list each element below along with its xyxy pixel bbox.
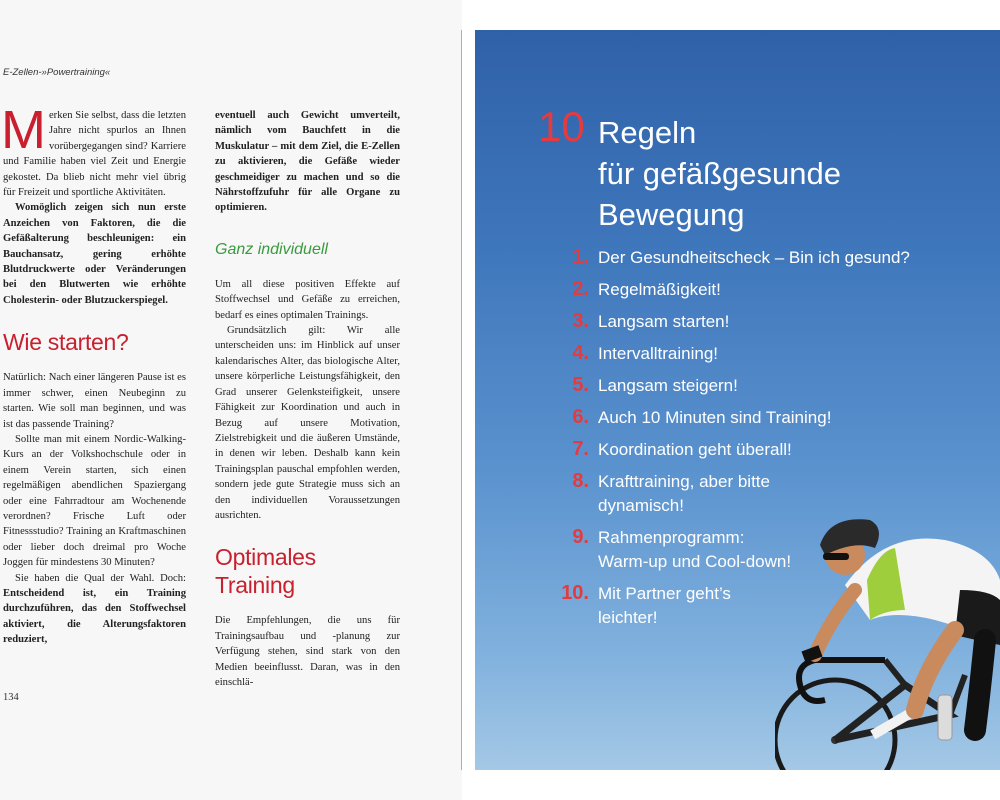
rule-text [598, 374, 935, 398]
text-column-1 [1, 100, 186, 648]
rule-line: Koordination geht überall! [598, 440, 792, 459]
paragraph-text: Sie haben die Qual der Wahl. Doch: [15, 572, 186, 584]
left-page [0, 0, 462, 800]
page-number: 134 [3, 692, 19, 703]
rule-line: Warm-up und Cool-down! [598, 552, 792, 571]
rule-item [535, 526, 935, 574]
rule-number: 7. [572, 438, 589, 460]
page-divider [461, 30, 462, 770]
intro-paragraph [1, 100, 186, 200]
rule-number: 3. [572, 310, 589, 332]
rule-text [598, 526, 935, 574]
title-line: für gefäßgesunde [598, 156, 842, 191]
rule-item [535, 406, 935, 430]
rule-item [535, 470, 935, 518]
rule-text [598, 470, 935, 518]
rule-number: 9. [572, 526, 589, 548]
rules-list [535, 246, 935, 638]
rule-item [535, 342, 935, 366]
rule-line: Regelmäßigkeit! [598, 280, 721, 299]
rule-line: Langsam steigern! [598, 376, 738, 395]
paragraph: Die Empfehlungen, die uns für Trainingsaufbau und -planung zur Verfügung stehen, sind stark von den Medien beeinflusst. Daran, was in den einschlä- [215, 615, 400, 688]
rule-line: Langsam starten! [598, 312, 730, 331]
rule-number: 8. [572, 470, 589, 492]
title-line: Bewegung [598, 197, 745, 232]
title-number: 10 [538, 103, 585, 150]
rule-line: Auch 10 Minuten sind Training! [598, 408, 832, 427]
panel-title [598, 112, 978, 235]
rule-line: Intervalltraining! [598, 344, 719, 363]
rule-text [598, 310, 935, 334]
rule-number: 5. [572, 374, 589, 396]
bold-paragraph: eventuell auch Gewicht umverteilt, nämlich vom Bauchfett in die Muskulatur – mit dem Ziel, die E-Zellen zu aktivieren, die Gefäße wieder geschmeidiger zu machen und so die Nährstoffzufuhr für alle Organe zu optimieren. [215, 110, 400, 214]
rule-text [598, 438, 935, 462]
title-line: Regeln [598, 115, 697, 150]
intro-text: erken Sie selbst, dass die letzten Jahre nicht spurlos an Ihnen vorübergegangen sind? Karriere und Familie haben viel Zeit und Energie gekostet. Da blieb nicht mehr viel übrig für Freizeit und sportliche Aktivitäten. [3, 110, 186, 199]
rule-number: 1. [572, 246, 589, 268]
rule-text [598, 342, 935, 366]
rule-item [535, 582, 935, 630]
text-column-2 [215, 108, 400, 690]
rule-line: dynamisch! [598, 496, 684, 515]
rule-number: 6. [572, 406, 589, 428]
running-head: E-Zellen-»Powertraining« [3, 67, 111, 78]
rule-line: leichter! [598, 608, 658, 627]
rule-line: Rahmenprogramm: [598, 528, 745, 547]
rule-text [598, 406, 935, 430]
rule-text [598, 278, 935, 302]
rule-item [535, 310, 935, 334]
rule-item [535, 374, 935, 398]
subheading-ganz-individuell: Ganz individuell [215, 240, 328, 258]
rule-number: 2. [572, 278, 589, 300]
rule-line: Der Gesundheitscheck – Bin ich gesund? [598, 248, 910, 267]
paragraph [3, 571, 186, 648]
section-heading-wie-starten: Wie starten? [3, 329, 129, 356]
rule-text [598, 582, 935, 630]
rule-item [535, 246, 935, 270]
drop-cap: M [1, 100, 46, 160]
paragraph: Um all diese positiven Effekte auf Stoffwechsel und Gefäße zu erreichen, bedarf es eines optimalen Trainings. [215, 278, 400, 321]
paragraph: Sollte man mit einem Nordic-Walking-Kurs an der Volkshochschule oder in einem Verein starten, sich einen regelmäßigen abendlichen Spaziergang oder eine Fahrradtour am Wochenende verordnen? Frische Luft oder Fitnessstudio? Training an Kraftmaschinen oder lieber doch dreimal pro Woche Joggen für mindestens 30 Minuten? [3, 433, 186, 569]
section-heading-optimales-training: Optimales Training [215, 544, 316, 599]
rule-item [535, 278, 935, 302]
paragraph: Grundsätzlich gilt: Wir alle unterscheiden uns: im Hinblick auf unser kalendarisches Alter, das biologische Alter, unsere körperliche Leistungsfähigkeit, den Grad unserer Gelenksteifigkeit, unsere Fähigkeit zur Koordination und auch in Bezug auf unsere Motivation, Zielstrebigkeit und die äußeren Umstände, in denen wir leben. Deshalb kann kein Trainingsplan pauschal empfohlen werden, sondern jede gute Strategie muss sich an den individuellen Voraussetzungen ausrichten. [215, 325, 400, 521]
rule-number: 10. [561, 582, 589, 604]
bold-paragraph: Womöglich zeigen sich nun erste Anzeichen von Faktoren, die die Gefäßalterung beschleunigen: ein Bauchansatz, gering erhöhte Blutdruckwerte oder Veränderungen bei den Blutwerten wie erhöhte Cholesterin- oder Blutzuckerspiegel. [3, 202, 186, 306]
rule-item [535, 438, 935, 462]
rule-number: 4. [572, 342, 589, 364]
rules-panel [475, 30, 1000, 770]
rule-text [598, 246, 935, 270]
paragraph: Natürlich: Nach einer längeren Pause ist es immer schwer, einen Neubeginn zu starten. Wie soll man beginnen, und was ist das passende Training? [3, 372, 186, 430]
rule-line: Mit Partner geht’s [598, 584, 731, 603]
paragraph-bold-text: Entscheidend ist, ein Training durchzuführen, das den Stoffwechsel aktiviert, die Alterungsfaktoren reduziert, [3, 587, 186, 646]
rule-line: Krafttraining, aber bitte [598, 472, 770, 491]
